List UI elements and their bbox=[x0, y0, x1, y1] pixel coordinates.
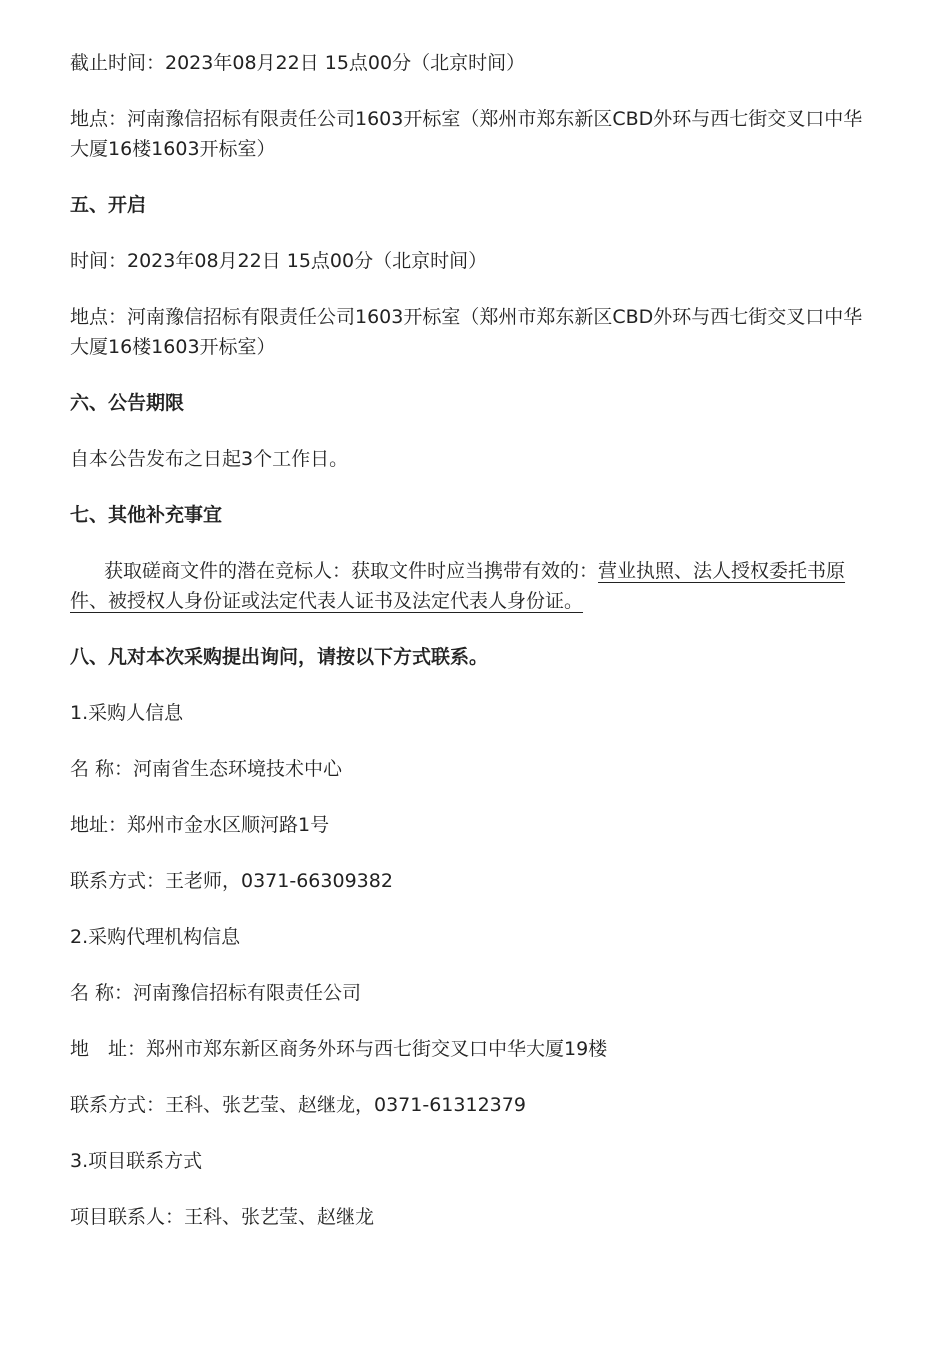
project-contact-title: 3.项目联系方式 bbox=[70, 1150, 203, 1172]
project-contact-person: 项目联系人：王科、张艺莹、赵继龙 bbox=[70, 1206, 375, 1228]
supplementary-line-1 bbox=[70, 556, 870, 586]
opening-time: 时间：2023年08月22日 15点00分（北京时间） bbox=[70, 250, 488, 272]
supplementary-matters bbox=[70, 556, 870, 616]
agency-title: 2.采购代理机构信息 bbox=[70, 926, 241, 948]
section-6-heading: 六、公告期限 bbox=[70, 392, 185, 414]
supplementary-prefix: 获取磋商文件的潜在竞标人：获取文件时应当携带有效的： bbox=[104, 560, 599, 582]
purchaser-title: 1.采购人信息 bbox=[70, 702, 184, 724]
purchaser-name: 名 称：河南省生态环境技术中心 bbox=[70, 758, 343, 780]
deadline-place-line-1: 地点：河南豫信招标有限责任公司1603开标室（郑州市郑东新区CBD外环与西七街交叉口中华 bbox=[70, 108, 863, 130]
purchaser-contact: 联系方式：王老师，0371-66309382 bbox=[70, 870, 393, 892]
opening-place-line-1: 地点：河南豫信招标有限责任公司1603开标室（郑州市郑东新区CBD外环与西七街交叉口中华 bbox=[70, 306, 863, 328]
opening-place bbox=[70, 302, 870, 362]
section-7-heading: 七、其他补充事宜 bbox=[70, 504, 223, 526]
agency-contact: 联系方式：王科、张艺莹、赵继龙，0371-61312379 bbox=[70, 1094, 526, 1116]
deadline-time: 截止时间：2023年08月22日 15点00分（北京时间） bbox=[70, 52, 526, 74]
deadline-place bbox=[70, 104, 870, 164]
agency-name: 名 称：河南豫信招标有限责任公司 bbox=[70, 982, 362, 1004]
supplementary-line-2 bbox=[70, 586, 870, 616]
deadline-place-line-2: 大厦16楼1603开标室） bbox=[70, 138, 276, 160]
purchaser-address: 地址：郑州市金水区顺河路1号 bbox=[70, 814, 330, 836]
supplementary-underlined-2: 件、被授权人身份证或法定代表人证书及法定代表人身份证。 bbox=[70, 590, 584, 612]
agency-address: 地 址：郑州市郑东新区商务外环与西七街交叉口中华大厦19楼 bbox=[70, 1038, 608, 1060]
notice-period-text: 自本公告发布之日起3个工作日。 bbox=[70, 448, 349, 470]
section-5-heading: 五、开启 bbox=[70, 194, 147, 216]
supplementary-underlined-1: 营业执照、法人授权委托书原 bbox=[598, 560, 846, 582]
announcement-document bbox=[70, 48, 870, 1232]
opening-place-line-2: 大厦16楼1603开标室） bbox=[70, 336, 276, 358]
section-8-heading: 八、凡对本次采购提出询问，请按以下方式联系。 bbox=[70, 646, 489, 668]
